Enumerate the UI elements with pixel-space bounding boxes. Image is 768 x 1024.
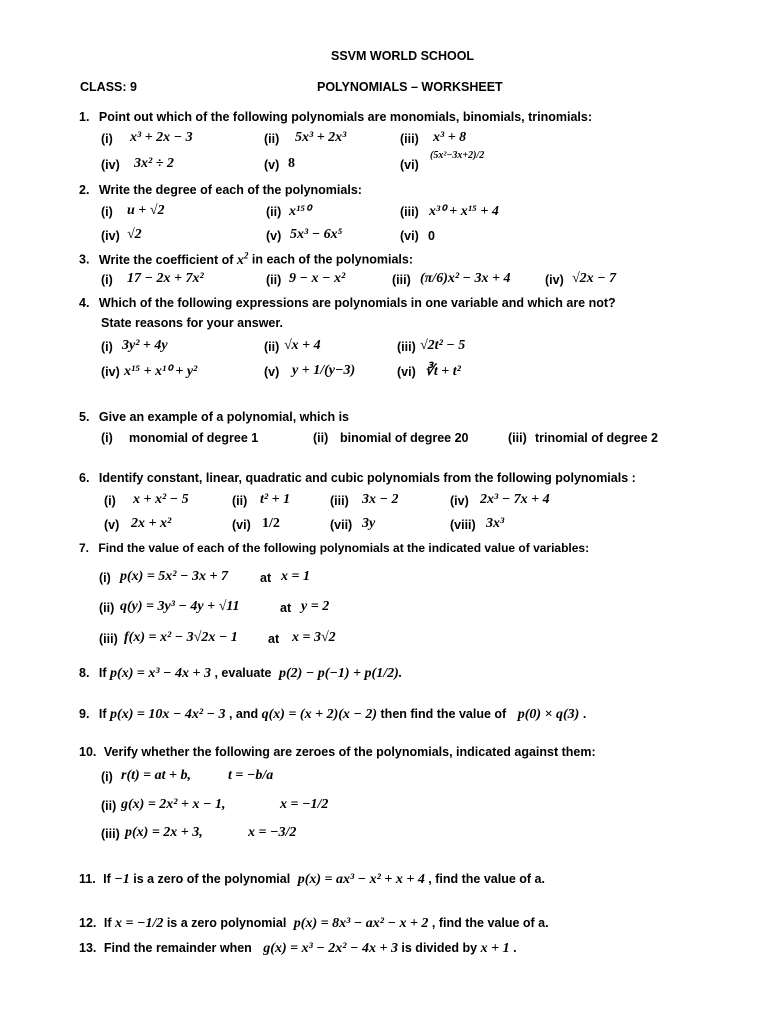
q7-value-ii: y = 2 bbox=[301, 599, 330, 614]
q6-item-iv: (iv) bbox=[450, 494, 469, 508]
q6-expr-vi: 1/2 bbox=[262, 516, 280, 531]
q7-value-iii: x = 3√2 bbox=[292, 630, 336, 645]
question-5 bbox=[79, 410, 349, 424]
q6-item-vii: (vii) bbox=[330, 518, 353, 532]
q2-expr-vi: 0 bbox=[428, 229, 435, 243]
q3-expr-iv: √2x − 7 bbox=[572, 271, 617, 286]
q1-expr-v: 8 bbox=[288, 156, 295, 171]
q3-x2: $x^2$ bbox=[236, 250, 249, 268]
q8-expr-2: p(2) − p(−1) + p(1/2). bbox=[278, 666, 403, 681]
q6-expr-viii: 3x³ bbox=[486, 516, 505, 531]
q1-item-iii: (iii) bbox=[400, 132, 419, 146]
q3-item-ii: (ii) bbox=[266, 273, 282, 287]
q6-item-iii: (iii) bbox=[330, 494, 349, 508]
q4-item-ii: (ii) bbox=[264, 340, 280, 354]
q1-expr-ii: 5x³ + 2x³ bbox=[295, 130, 347, 145]
q10-value-iii: x = −3/2 bbox=[248, 825, 297, 840]
q11-text-b: is a zero of the polynomial bbox=[129, 872, 294, 886]
q1-text: Point out which of the following polynomials are monomials, binomials, trinomials: bbox=[98, 110, 593, 124]
q3-expr-iii: (π/6)x² − 3x + 4 bbox=[420, 271, 511, 286]
q11-text-a: If bbox=[103, 872, 115, 886]
q8-text-a: If bbox=[98, 666, 111, 680]
q5-item-iii: (iii) bbox=[508, 431, 527, 445]
question-4 bbox=[79, 296, 616, 310]
q2-item-ii: (ii) bbox=[266, 205, 282, 219]
q8-expr: p(x) = x³ − 4x + 3 bbox=[110, 666, 211, 681]
q7-number: 7. bbox=[79, 541, 90, 555]
q2-expr-iv: √2 bbox=[127, 227, 142, 242]
q2-item-iii: (iii) bbox=[400, 205, 419, 219]
q2-text: Write the degree of each of the polynomials: bbox=[98, 183, 362, 197]
q13-number: 13. bbox=[79, 941, 97, 955]
q4-item-v: (v) bbox=[264, 365, 280, 379]
q10-item-iii: (iii) bbox=[101, 827, 120, 841]
q3-text-b: in each of the polynomials: bbox=[248, 252, 414, 267]
q5-item-ii: (ii) bbox=[313, 431, 329, 445]
q5-label-iii: trinomial of degree 2 bbox=[535, 431, 658, 445]
question-6 bbox=[79, 471, 636, 485]
q9-text-d: . bbox=[579, 707, 587, 721]
q5-number: 5. bbox=[79, 410, 90, 424]
q4-item-i: (i) bbox=[101, 340, 113, 354]
q5-item-i: (i) bbox=[101, 431, 113, 445]
q9-expr-3: p(0) × q(3) bbox=[517, 707, 580, 722]
q7-value-i: x = 1 bbox=[281, 569, 310, 584]
q11-number: 11. bbox=[79, 872, 96, 886]
q10-expr-iii: p(x) = 2x + 3, bbox=[125, 825, 203, 840]
q6-item-i: (i) bbox=[104, 494, 116, 508]
q9-number: 9. bbox=[79, 707, 90, 721]
q1-item-v: (v) bbox=[264, 158, 280, 172]
q1-item-iv: (iv) bbox=[101, 158, 120, 172]
q7-item-ii: (ii) bbox=[99, 601, 115, 615]
q4-expr-iii: √2t² − 5 bbox=[420, 338, 466, 353]
q12-text-a: If bbox=[103, 916, 115, 930]
class-label: CLASS: 9 bbox=[80, 80, 137, 94]
q3-item-iv: (iv) bbox=[545, 273, 564, 287]
q7-expr-iii: f(x) = x² − 3√2x − 1 bbox=[124, 630, 238, 645]
q3-expr-i: 17 − 2x + 7x² bbox=[127, 271, 204, 286]
q10-value-i: t = −b/a bbox=[228, 768, 274, 783]
q1-expr-vi: (5x²−3x+2)/2 bbox=[430, 150, 485, 161]
q4-item-vi: (vi) bbox=[397, 365, 416, 379]
q12-number: 12. bbox=[79, 916, 97, 930]
q6-number: 6. bbox=[79, 471, 90, 485]
q8-number: 8. bbox=[79, 666, 90, 680]
question-12 bbox=[79, 916, 549, 932]
q2-expr-iii: x³⁰ + x¹⁵ + 4 bbox=[429, 204, 499, 219]
q12-text-b: is a zero polynomial bbox=[163, 916, 290, 930]
q2-item-i: (i) bbox=[101, 205, 113, 219]
q6-item-vi: (vi) bbox=[232, 518, 251, 532]
q3-item-i: (i) bbox=[101, 273, 113, 287]
q2-expr-i: u + √2 bbox=[127, 203, 165, 218]
q13-expr: g(x) = x³ − 2x² − 4x + 3 bbox=[263, 941, 398, 956]
q6-item-viii: (viii) bbox=[450, 518, 476, 532]
q6-expr-ii: t² + 1 bbox=[260, 492, 291, 507]
q4-expr-ii: √x + 4 bbox=[284, 338, 321, 353]
q1-expr-iv: 3x² ÷ 2 bbox=[134, 156, 174, 171]
question-7 bbox=[79, 541, 589, 555]
q1-number: 1. bbox=[79, 110, 90, 124]
question-8 bbox=[79, 666, 402, 682]
question-3 bbox=[79, 250, 413, 269]
q6-expr-v: 2x + x² bbox=[131, 516, 172, 531]
q2-item-iv: (iv) bbox=[101, 229, 120, 243]
q5-label-i: monomial of degree 1 bbox=[129, 431, 259, 445]
q4-text-2: State reasons for your answer. bbox=[101, 316, 284, 330]
question-11 bbox=[79, 872, 545, 888]
q4-expr-v: y + 1/(y−3) bbox=[292, 363, 356, 378]
q1-expr-i: x³ + 2x − 3 bbox=[130, 130, 193, 145]
q6-expr-iv: 2x³ − 7x + 4 bbox=[480, 492, 550, 507]
q13-expr-2: x + 1 bbox=[480, 941, 510, 956]
q6-item-ii: (ii) bbox=[232, 494, 248, 508]
q3-item-iii: (iii) bbox=[392, 273, 411, 287]
q3-number: 3. bbox=[79, 252, 90, 267]
q9-text-b: , and bbox=[225, 707, 262, 721]
q4-item-iv: (iv) bbox=[101, 365, 120, 379]
q13-text-b: is divided by bbox=[397, 941, 481, 955]
q12-text-c: , find the value of a. bbox=[428, 916, 549, 930]
q13-text-c: . bbox=[509, 941, 517, 955]
q11-expr: −1 bbox=[114, 872, 130, 887]
question-10 bbox=[79, 745, 596, 759]
q1-expr-iii: x³ + 8 bbox=[433, 130, 467, 145]
q1-item-vi: (vi) bbox=[400, 158, 419, 172]
q6-expr-iii: 3x − 2 bbox=[362, 492, 399, 507]
q1-item-i: (i) bbox=[101, 132, 113, 146]
q4-number: 4. bbox=[79, 296, 90, 310]
q4-expr-vi: ∛t + t² bbox=[425, 364, 461, 379]
q2-item-v: (v) bbox=[266, 229, 282, 243]
q9-expr: p(x) = 10x − 4x² − 3 bbox=[110, 707, 226, 722]
q10-expr-i: r(t) = at + b, bbox=[121, 768, 192, 783]
q10-expr-ii: g(x) = 2x² + x − 1, bbox=[121, 797, 226, 812]
q3-text-a: Write the coefficient of bbox=[98, 252, 237, 267]
q4-expr-i: 3y² + 4y bbox=[122, 338, 168, 353]
question-2 bbox=[79, 183, 362, 197]
q1-item-ii: (ii) bbox=[264, 132, 280, 146]
q5-text: Give an example of a polynomial, which is bbox=[98, 410, 349, 424]
q6-text: Identify constant, linear, quadratic and cubic polynomials from the following polynomials : bbox=[98, 471, 636, 485]
q6-expr-i: x + x² − 5 bbox=[133, 492, 189, 507]
q13-text-a: Find the remainder when bbox=[103, 941, 256, 955]
q9-text-a: If bbox=[98, 707, 111, 721]
worksheet-title: POLYNOMIALS – WORKSHEET bbox=[317, 80, 503, 94]
q9-text-c: then find the value of bbox=[377, 707, 510, 721]
q7-item-i: (i) bbox=[99, 571, 111, 585]
q10-item-i: (i) bbox=[101, 770, 113, 784]
q12-expr-2: p(x) = 8x³ − ax² − x + 2 bbox=[293, 916, 429, 931]
school-name: SSVM WORLD SCHOOL bbox=[331, 49, 475, 63]
q2-item-vi: (vi) bbox=[400, 229, 419, 243]
q7-at-iii: at bbox=[268, 632, 280, 646]
q10-number: 10. bbox=[79, 745, 97, 759]
q6-expr-vii: 3y bbox=[362, 516, 376, 531]
q2-expr-v: 5x³ − 6x⁵ bbox=[290, 227, 343, 242]
q2-expr-ii: x¹⁵⁰ bbox=[289, 204, 311, 219]
q8-text-b: , evaluate bbox=[211, 666, 275, 680]
q7-expr-ii: q(y) = 3y³ − 4y + √11 bbox=[120, 599, 240, 614]
q5-label-ii: binomial of degree 20 bbox=[340, 431, 469, 445]
q7-at-i: at bbox=[260, 571, 272, 585]
q7-text: Find the value of each of the following polynomials at the indicated value of variables: bbox=[98, 541, 590, 555]
question-1 bbox=[79, 110, 592, 124]
q10-value-ii: x = −1/2 bbox=[280, 797, 329, 812]
q6-item-v: (v) bbox=[104, 518, 120, 532]
q10-item-ii: (ii) bbox=[101, 799, 117, 813]
q11-text-c: , find the value of a. bbox=[424, 872, 545, 886]
q10-text: Verify whether the following are zeroes of the polynomials, indicated against them: bbox=[103, 745, 596, 759]
question-13 bbox=[79, 941, 517, 957]
question-9 bbox=[79, 707, 586, 723]
q3-expr-ii: 9 − x − x² bbox=[289, 271, 346, 286]
q9-expr-2: q(x) = (x + 2)(x − 2) bbox=[261, 707, 378, 722]
q7-expr-i: p(x) = 5x² − 3x + 7 bbox=[120, 569, 228, 584]
q7-item-iii: (iii) bbox=[99, 632, 118, 646]
q4-item-iii: (iii) bbox=[397, 340, 416, 354]
q11-expr-2: p(x) = ax³ − x² + x + 4 bbox=[297, 872, 425, 887]
q4-expr-iv: x¹⁵ + x¹⁰ + y² bbox=[124, 364, 198, 379]
q4-text: Which of the following expressions are polynomials in one variable and which are not? bbox=[98, 296, 616, 310]
q2-number: 2. bbox=[79, 183, 90, 197]
q7-at-ii: at bbox=[280, 601, 292, 615]
q12-expr: x = −1/2 bbox=[114, 916, 164, 931]
